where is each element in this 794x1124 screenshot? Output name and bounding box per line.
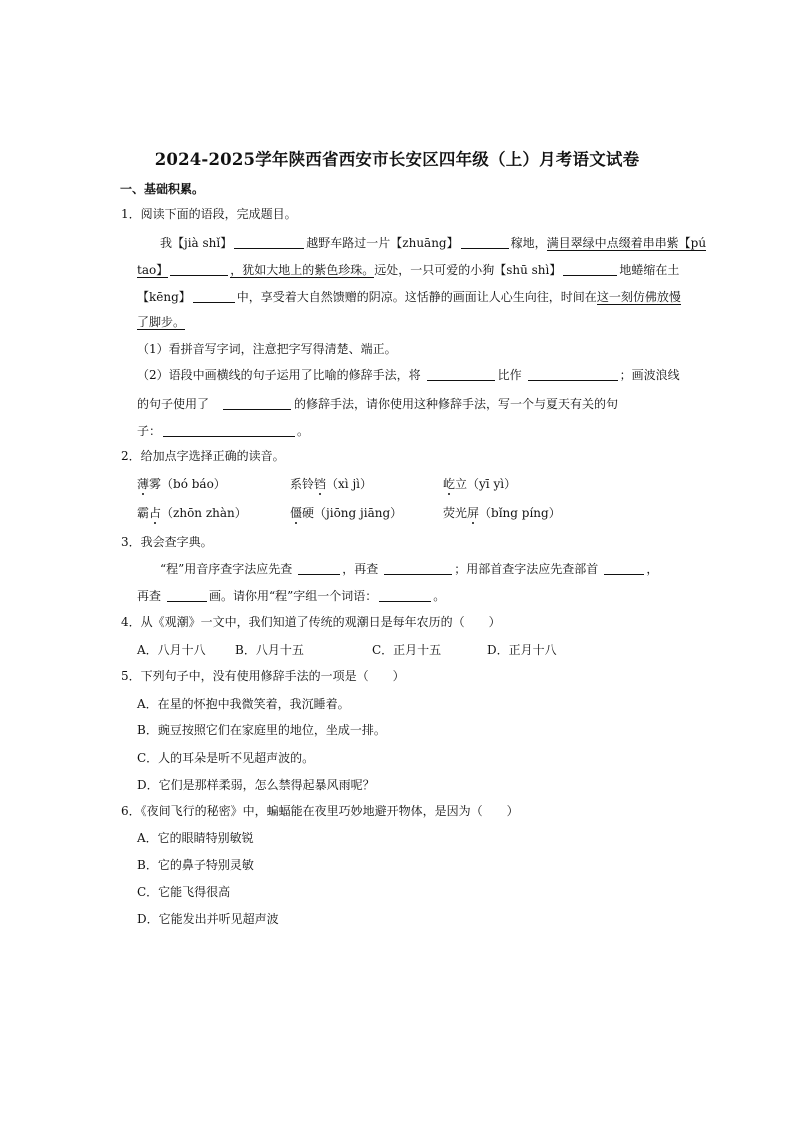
question-1-stem: 1．阅读下面的语段，完成题目。	[121, 207, 297, 221]
dotted-character: 铛	[314, 477, 327, 491]
underlined-sentence: 满目翠绿中点缀着串串紫【pú	[546, 236, 707, 250]
question-text: “程”用音序查字法应先查	[160, 562, 293, 576]
wavy-underlined-sentence: 了脚步。	[137, 315, 186, 329]
question-text: 。	[433, 589, 446, 603]
question-5-option-d[interactable]: D．它们是那样柔弱，怎么禁得起暴风雨呢？	[137, 778, 375, 792]
answer-blank[interactable]	[604, 562, 644, 575]
answer-blank[interactable]	[170, 263, 228, 276]
question-text: 画。请你用“程”字组一个词语：	[209, 589, 378, 603]
question-4-option-c[interactable]: C．正月十五	[372, 643, 442, 657]
question-6-option-c[interactable]: C．它能飞得很高	[137, 885, 231, 899]
sub-question-text: 。	[297, 424, 310, 438]
sub-question-text: 的修辞手法，请你使用这种修辞手法，写一个与夏天有关的句	[294, 397, 619, 411]
answer-blank[interactable]	[427, 368, 495, 381]
sub-question-text: （2）语段中画横线的句子运用了比喻的修辞手法，将	[137, 368, 421, 382]
answer-blank[interactable]	[563, 263, 617, 276]
question-text: ；用部首查字法应先查部首	[454, 562, 599, 576]
passage-text: 中，享受着大自然馈赠的阴凉。这恬静的画面让人心生向往，时间在	[236, 290, 597, 304]
sub-question-text: 比作	[497, 368, 522, 382]
underlined-sentence: tao】	[137, 263, 169, 277]
passage-line-2	[137, 262, 679, 278]
question-5-option-a[interactable]: A．在星的怀抱中我微笑着，我沉睡着。	[137, 697, 350, 711]
dotted-character: 屹	[443, 477, 456, 491]
question-6-stem: 6．《夜间飞行的秘密》中，蝙蝠能在夜里巧妙地避开物体，是因为（ ）	[121, 804, 519, 818]
dotted-character: 僵	[290, 506, 303, 520]
question-3-stem: 3．我会查字典。	[121, 535, 213, 549]
question-4-option-d[interactable]: D．正月十八	[487, 643, 557, 657]
dotted-character: 薄	[137, 477, 150, 491]
question-2-stem: 2．给加点字选择正确的读音。	[121, 449, 285, 463]
passage-line-3	[137, 289, 681, 305]
question-5-option-c[interactable]: C．人的耳朵是听不见超声波的。	[137, 751, 315, 765]
page-title: 2024-2025学年陕西省西安市长安区四年级（上）月考语文试卷	[154, 150, 640, 169]
question-5-option-b[interactable]: B．豌豆按照它们在家庭里的地位，坐成一排。	[137, 723, 386, 737]
word-text: 系铃	[290, 477, 315, 491]
answer-blank[interactable]	[379, 589, 431, 602]
pronunciation-item-4	[137, 505, 247, 521]
section-heading: 一、基础积累。	[120, 182, 205, 196]
underlined-sentence: ，犹如大地上的紫色珍珠。	[230, 263, 375, 277]
sub-question-text: 子：	[137, 424, 162, 438]
question-1-sub-2-line-3	[137, 423, 309, 439]
passage-text: 地蜷缩在土	[619, 263, 680, 277]
question-4-option-a[interactable]: A．八月十八	[137, 643, 206, 657]
question-1-sub-2-line-2	[137, 396, 618, 412]
pronunciation-item-3	[443, 476, 516, 492]
answer-blank[interactable]	[234, 236, 304, 249]
question-text: ，再查	[342, 562, 379, 576]
pronunciation-options: （zhōn zhàn）	[161, 506, 247, 520]
dotted-character: 占	[149, 506, 162, 520]
passage-text: 【kēng】	[137, 290, 191, 304]
question-6-option-b[interactable]: B．它的鼻子特别灵敏	[137, 858, 254, 872]
pronunciation-item-6	[443, 505, 561, 521]
question-6-option-d[interactable]: D．它能发出并听见超声波	[137, 912, 279, 926]
passage-line-1	[160, 235, 706, 251]
question-1-sub-1: （1）看拼音写字词，注意把字写得清楚、端正。	[137, 342, 397, 356]
answer-blank[interactable]	[528, 368, 618, 381]
answer-blank[interactable]	[298, 562, 340, 575]
pronunciation-item-5	[290, 505, 402, 521]
pronunciation-options: （bǐng píng）	[479, 506, 561, 520]
answer-blank[interactable]	[461, 236, 509, 249]
question-6-option-a[interactable]: A．它的眼睛特别敏锐	[137, 831, 254, 845]
question-1-sub-2-line-1	[137, 367, 680, 383]
answer-blank[interactable]	[384, 562, 452, 575]
question-3-line-2	[137, 588, 445, 604]
passage-text: 稼地，	[510, 236, 547, 250]
word-text: 霸	[137, 506, 150, 520]
word-text: 荧光	[443, 506, 468, 520]
pronunciation-options: （xì jì）	[326, 477, 373, 491]
pronunciation-item-2	[290, 476, 372, 492]
question-4-stem: 4．从《观潮》一文中，我们知道了传统的观潮日是每年农历的（ ）	[121, 615, 501, 629]
passage-text: 我【jià shǐ】	[160, 236, 233, 250]
question-3-line-1	[160, 561, 658, 577]
answer-blank[interactable]	[223, 397, 291, 410]
pronunciation-options: 立（yī yì）	[455, 477, 517, 491]
question-4-option-b[interactable]: B．八月十五	[235, 643, 304, 657]
pronunciation-options: 硬（jiōng jiāng）	[302, 506, 403, 520]
passage-line-4	[137, 314, 185, 330]
sub-question-text: 的句子使用了	[137, 397, 210, 411]
answer-blank[interactable]	[193, 290, 235, 303]
dotted-character: 屏	[467, 506, 480, 520]
pronunciation-options: 雾（bó báo）	[149, 477, 226, 491]
answer-blank[interactable]	[167, 589, 207, 602]
sub-question-text: ；画波浪线	[619, 368, 680, 382]
answer-blank[interactable]	[163, 424, 295, 437]
question-5-stem: 5．下列句子中，没有使用修辞手法的一项是（ ）	[121, 669, 405, 683]
wavy-underlined-sentence: 这一刻仿佛放慢	[596, 290, 681, 304]
passage-text: 远处，一只可爱的小狗【shū shì】	[374, 263, 562, 277]
passage-text: 越野车路过一片【zhuāng】	[306, 236, 459, 250]
question-text: 再查	[137, 589, 162, 603]
question-text: ，	[646, 562, 659, 576]
pronunciation-item-1	[137, 476, 226, 492]
